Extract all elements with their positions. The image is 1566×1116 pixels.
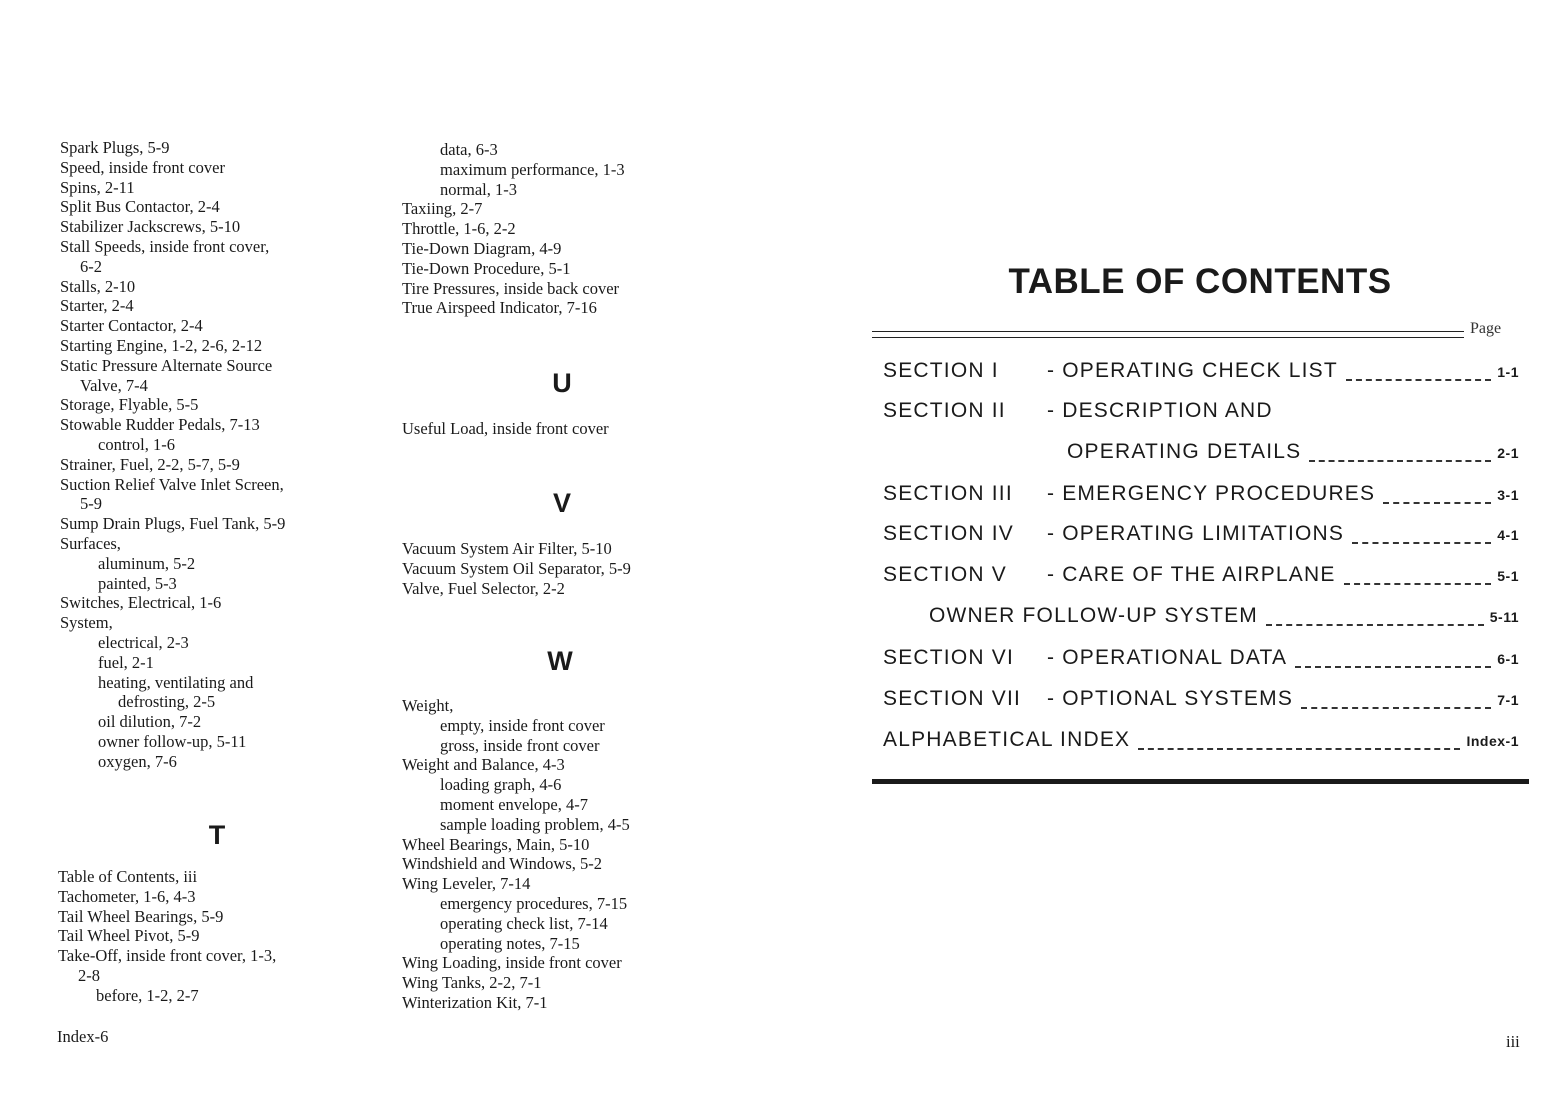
toc-section-title: - OPTIONAL SYSTEMS xyxy=(1047,687,1294,710)
index-entry: Wing Tanks, 2-2, 7-1 xyxy=(402,973,542,993)
toc-section-title: - OPERATING LIMITATIONS xyxy=(1047,522,1345,545)
index-entry: Weight and Balance, 4-3 xyxy=(402,755,565,775)
index-entry: emergency procedures, 7-15 xyxy=(440,893,628,913)
toc-section-title: - EMERGENCY PROCEDURES xyxy=(1047,482,1376,505)
index-entry: Tachometer, 1-6, 4-3 xyxy=(58,886,196,906)
toc-title: TABLE OF CONTENTS xyxy=(1008,262,1392,301)
toc-bottom-rule xyxy=(872,779,1529,784)
index-entry: aluminum, 5-2 xyxy=(98,553,196,573)
index-entry: Valve, Fuel Selector, 2-2 xyxy=(402,578,565,598)
index-entry: moment envelope, 4-7 xyxy=(440,794,589,814)
index-entry: heating, ventilating and xyxy=(98,672,254,692)
index-entry: Useful Load, inside front cover xyxy=(402,419,609,438)
toc-page-number: 5-11 xyxy=(1489,609,1519,625)
index-entry: oil dilution, 7-2 xyxy=(98,712,202,732)
toc-row xyxy=(883,399,1519,425)
index-entry: fuel, 2-1 xyxy=(98,652,154,672)
index-entry: Switches, Electrical, 1-6 xyxy=(60,593,222,613)
index-entry: System, xyxy=(60,613,113,633)
index-entry: Tie-Down Procedure, 5-1 xyxy=(402,258,571,278)
index-entry: Tire Pressures, inside back cover xyxy=(402,278,620,298)
index-entry: Wheel Bearings, Main, 5-10 xyxy=(402,834,590,854)
index-entry: electrical, 2-3 xyxy=(98,632,189,652)
toc-section-label: SECTION III xyxy=(883,482,1013,505)
index-entry: Tail Wheel Pivot, 5-9 xyxy=(58,926,200,946)
index-entry: Wing Leveler, 7-14 xyxy=(402,874,531,894)
toc-header-rule xyxy=(872,331,1464,338)
toc-row xyxy=(883,646,1519,672)
index-entry: Speed, inside front cover xyxy=(60,157,225,177)
toc-section-title: - OPERATIONAL DATA xyxy=(1047,646,1288,669)
toc-page-label: Page xyxy=(1470,320,1502,337)
toc-section-title: OWNER FOLLOW-UP SYSTEM xyxy=(929,604,1258,627)
index-entry: loading graph, 4-6 xyxy=(440,775,562,795)
index-letter-w: W xyxy=(547,646,573,676)
toc-section-title: - DESCRIPTION AND xyxy=(1047,399,1273,422)
toc-dot-leader xyxy=(1295,666,1491,668)
index-s-entries xyxy=(60,138,380,772)
index-entry: Split Bus Contactor, 2-4 xyxy=(60,197,220,217)
index-entry: Vacuum System Air Filter, 5-10 xyxy=(402,539,612,558)
index-entry: owner follow-up, 5-11 xyxy=(98,731,247,751)
index-entry: Spins, 2-11 xyxy=(60,177,135,197)
toc-page-number: 3-1 xyxy=(1497,487,1519,503)
index-column-right xyxy=(402,140,732,318)
index-u-entries xyxy=(402,419,732,439)
index-v-entries xyxy=(402,539,732,598)
index-column-left xyxy=(60,138,380,772)
index-entry: painted, 5-3 xyxy=(98,573,177,593)
index-entry: Stowable Rudder Pedals, 7-13 xyxy=(60,415,260,435)
index-entry: True Airspeed Indicator, 7-16 xyxy=(402,298,597,318)
toc-row xyxy=(883,482,1519,508)
index-t-continued-entries xyxy=(402,140,732,318)
index-entry: Valve, 7-4 xyxy=(80,375,148,395)
toc-section-title: OPERATING DETAILS xyxy=(1067,440,1302,463)
index-entry: Take-Off, inside front cover, 1-3, xyxy=(58,946,277,966)
index-v-section xyxy=(402,539,732,598)
toc-row xyxy=(883,604,1519,630)
index-letter-t: T xyxy=(208,820,226,850)
toc-section-label: SECTION VII xyxy=(883,687,1022,710)
index-entry: control, 1-6 xyxy=(98,434,175,454)
toc-section-label: SECTION V xyxy=(883,563,1007,586)
index-entry: defrosting, 2-5 xyxy=(118,692,216,712)
index-w-section xyxy=(402,696,732,1013)
index-entry: Spark Plugs, 5-9 xyxy=(60,138,170,157)
index-entry: operating check list, 7-14 xyxy=(440,913,608,933)
toc-dot-leader xyxy=(1346,379,1491,381)
toc-section-label: SECTION II xyxy=(883,399,1006,422)
toc-dot-leader xyxy=(1383,502,1491,504)
index-entry: Stalls, 2-10 xyxy=(60,276,136,296)
index-entry: oxygen, 7-6 xyxy=(98,751,177,771)
index-entry: operating notes, 7-15 xyxy=(440,933,580,953)
index-letter-v: V xyxy=(552,488,571,518)
index-letter-u: U xyxy=(552,368,572,398)
toc-row xyxy=(883,359,1519,385)
index-entry: Static Pressure Alternate Source xyxy=(60,355,273,375)
index-entry: Storage, Flyable, 5-5 xyxy=(60,395,199,415)
index-entry: Weight, xyxy=(402,696,454,715)
index-entry: Tail Wheel Bearings, 5-9 xyxy=(58,906,224,926)
toc-section-label: SECTION IV xyxy=(883,522,1015,545)
index-entry: Throttle, 1-6, 2-2 xyxy=(402,219,516,239)
index-entry: Starter Contactor, 2-4 xyxy=(60,316,203,336)
toc-dot-leader xyxy=(1138,748,1460,750)
index-entry: 5-9 xyxy=(80,494,102,514)
toc-dot-leader xyxy=(1301,707,1491,709)
right-page-number: iii xyxy=(1506,1032,1520,1051)
left-page-number: Index-6 xyxy=(57,1027,109,1046)
index-entry: Starter, 2-4 xyxy=(60,296,134,316)
toc-page-number: 4-1 xyxy=(1497,527,1519,543)
index-entry: empty, inside front cover xyxy=(440,715,605,735)
toc-section-title: - OPERATING CHECK LIST xyxy=(1047,359,1338,382)
index-entry: Sump Drain Plugs, Fuel Tank, 5-9 xyxy=(60,514,286,534)
index-entry: Suction Relief Valve Inlet Screen, xyxy=(60,474,284,494)
toc-page-number: 1-1 xyxy=(1497,364,1519,380)
toc-page-number: 7-1 xyxy=(1497,692,1519,708)
index-w-entries xyxy=(402,696,732,1013)
toc-section-title: ALPHABETICAL INDEX xyxy=(883,728,1131,751)
toc-row xyxy=(883,687,1519,713)
index-entry: Taxiing, 2-7 xyxy=(402,199,483,219)
toc-dot-leader xyxy=(1309,460,1491,462)
index-entry: Starting Engine, 1-2, 2-6, 2-12 xyxy=(60,335,263,355)
toc-page-number: 5-1 xyxy=(1497,568,1519,584)
toc-page-number: Index-1 xyxy=(1466,733,1519,749)
index-entry: Wing Loading, inside front cover xyxy=(402,953,622,973)
index-t-entries xyxy=(58,867,378,1006)
toc-section-label: SECTION VI xyxy=(883,646,1015,669)
toc-dot-leader xyxy=(1266,624,1484,626)
index-entry: Surfaces, xyxy=(60,533,121,553)
toc-dot-leader xyxy=(1352,542,1491,544)
index-entry: sample loading problem, 4-5 xyxy=(440,814,630,834)
index-entry: Winterization Kit, 7-1 xyxy=(402,992,548,1012)
index-entry: Table of Contents, iii xyxy=(58,867,198,886)
toc-section-title: - CARE OF THE AIRPLANE xyxy=(1047,563,1336,586)
index-entry: 2-8 xyxy=(78,965,100,985)
toc-row xyxy=(883,440,1519,466)
toc-dot-leader xyxy=(1344,583,1492,585)
index-entry: before, 1-2, 2-7 xyxy=(96,985,199,1005)
toc-page-number: 2-1 xyxy=(1497,445,1519,461)
toc-row xyxy=(883,728,1519,754)
index-entry: Stall Speeds, inside front cover, xyxy=(60,236,270,256)
toc-row xyxy=(883,563,1519,589)
index-t-section xyxy=(58,867,378,1006)
toc-row xyxy=(883,522,1519,548)
toc-page-number: 6-1 xyxy=(1497,651,1519,667)
index-u-section xyxy=(402,419,732,439)
index-entry: gross, inside front cover xyxy=(440,735,600,755)
index-entry: data, 6-3 xyxy=(440,140,498,159)
index-entry: 6-2 xyxy=(80,256,102,276)
toc-section-label: SECTION I xyxy=(883,359,999,382)
index-entry: Windshield and Windows, 5-2 xyxy=(402,854,603,874)
index-entry: Strainer, Fuel, 2-2, 5-7, 5-9 xyxy=(60,454,240,474)
index-entry: normal, 1-3 xyxy=(440,179,517,199)
index-entry: Vacuum System Oil Separator, 5-9 xyxy=(402,558,631,578)
index-entry: maximum performance, 1-3 xyxy=(440,159,625,179)
index-entry: Tie-Down Diagram, 4-9 xyxy=(402,238,562,258)
index-entry: Stabilizer Jackscrews, 5-10 xyxy=(60,217,241,237)
